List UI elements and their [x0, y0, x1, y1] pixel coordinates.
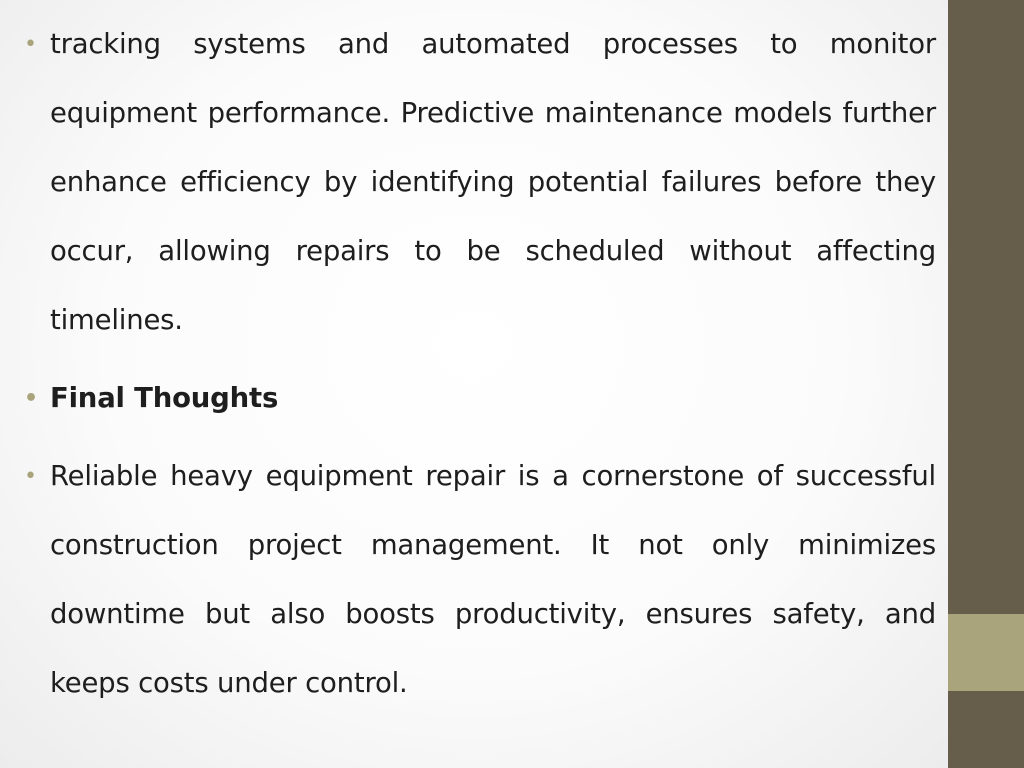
bullet-dot-icon: •: [24, 386, 38, 411]
bullet-dot-icon: •: [24, 32, 37, 57]
bullet-heading: [24, 364, 936, 433]
bullet-item: [24, 442, 936, 718]
bullet-item: [24, 10, 936, 355]
slide-content: [24, 10, 936, 718]
bullet-dot-icon: •: [24, 464, 37, 489]
section-heading: Final Thoughts: [50, 382, 279, 414]
bullet-text: tracking systems and automated processes to monitor equipment performance. Predictive maintenance models further enhance efficiency by identifying potential failures before they occur, allowing repairs to be scheduled without affecting timelines.: [50, 28, 936, 336]
sidebar-accent-band: [948, 614, 1024, 691]
bullet-text: Reliable heavy equipment repair is a cornerstone of successful construction project management. It not only minimizes downtime but also boosts productivity, ensures safety, and keeps costs under control.: [50, 460, 936, 699]
